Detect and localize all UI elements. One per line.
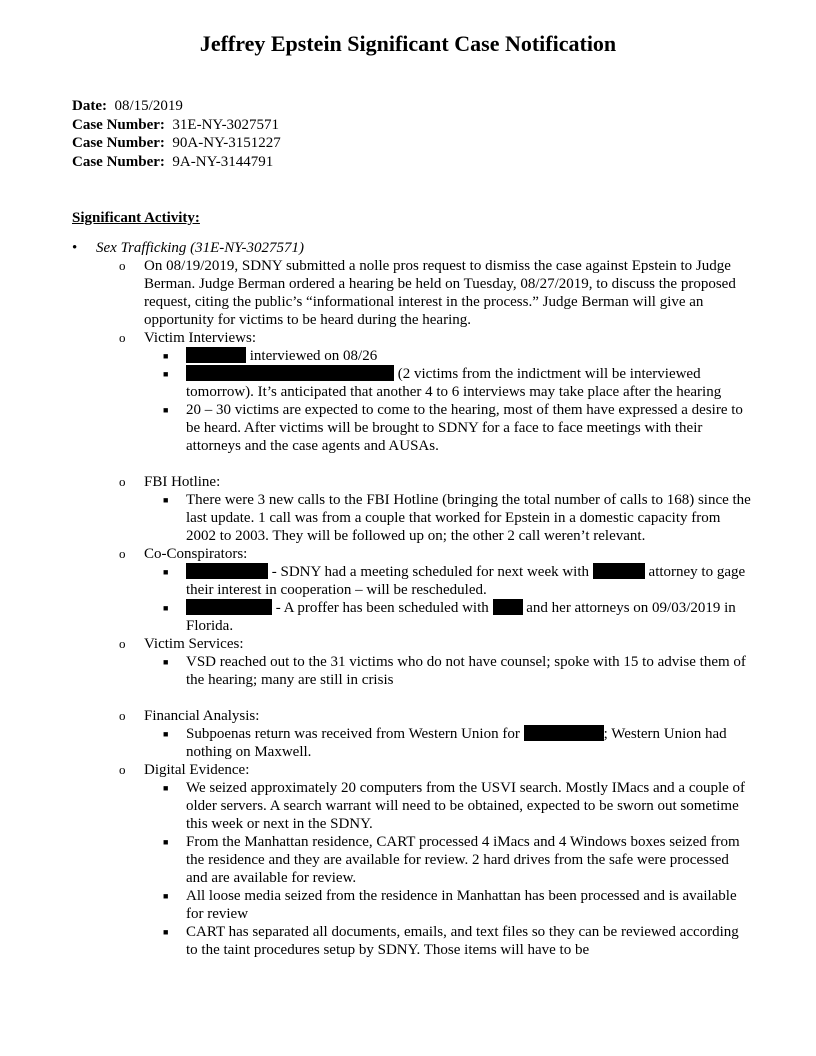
- redaction-block: [593, 563, 645, 579]
- bullet-circle-icon: o: [119, 708, 126, 723]
- sex-trafficking-heading: Sex Trafficking (31E-NY-3027571): [96, 240, 305, 256]
- victim-interviews-label-item: [72, 329, 752, 347]
- victim-services-label: Victim Services:: [144, 636, 244, 652]
- digital-evidence-text: We seized approximately 20 computers from the USVI search. Mostly IMacs and a couple of older servers. A search warrant will need to be obtained, expected to be sworn out sometime this week or next in the SDNY.: [186, 780, 746, 832]
- meta-value: 9A-NY-3144791: [172, 153, 274, 170]
- bullet-circle-icon: o: [119, 258, 126, 273]
- fbi-hotline-label-item: [72, 473, 752, 491]
- meta-value: 08/15/2019: [114, 98, 183, 114]
- list-item: [72, 365, 752, 401]
- bullet-square-icon: ■: [163, 603, 169, 613]
- list-item: [72, 887, 752, 923]
- co-conspirator-text: and her attorneys on 09/03/2019 in Florida.: [186, 600, 736, 634]
- digital-evidence-text: From the Manhattan residence, CART processed 4 iMacs and 4 Windows boxes seized from the residence and they are available for review. 2 hard drives from the safe were processed and are available for review.: [186, 834, 740, 886]
- co-conspirator-text: attorney to gage their interest in cooperation – will be rescheduled.: [186, 564, 746, 598]
- digital-evidence-text: All loose media seized from the residence in Manhattan has been processed and is available for review: [186, 888, 737, 922]
- spacer: [72, 689, 752, 707]
- victim-interview-text: 20 – 30 victims are expected to come to the hearing, most of them have expressed a desire to be heard. After victims will be brought to SDNY for a face to face meetings with their attorneys and the case agents and AUSAs.: [186, 402, 743, 454]
- sex-trafficking-item: [72, 239, 752, 257]
- case-number-line: [72, 153, 281, 172]
- financial-analysis-text: ; Western Union had nothing on Maxwell.: [186, 726, 727, 760]
- meta-label: Case Number:: [72, 153, 165, 170]
- spacer: [72, 455, 752, 473]
- bullet-circle-icon: o: [119, 546, 126, 561]
- co-conspirators-label: Co-Conspirators:: [144, 546, 248, 562]
- bullet-square-icon: ■: [163, 351, 169, 361]
- bullet-square-icon: ■: [163, 495, 169, 505]
- redaction-block: [186, 347, 246, 363]
- bullet-circle-icon: o: [119, 330, 126, 345]
- date-line: [72, 97, 281, 116]
- bullet-square-icon: ■: [163, 837, 169, 847]
- digital-evidence-label: Digital Evidence:: [144, 762, 250, 778]
- activity-list: [72, 239, 752, 959]
- financial-analysis-label: Financial Analysis:: [144, 708, 260, 724]
- victim-services-text: VSD reached out to the 31 victims who do not have counsel; spoke with 15 to advise them of the hearing; many are still in crisis: [186, 654, 746, 688]
- bullet-circle-icon: o: [119, 474, 126, 489]
- list-item: [72, 599, 752, 635]
- bullet-square-icon: ■: [163, 567, 169, 577]
- list-item: [72, 833, 752, 887]
- financial-analysis-label-item: [72, 707, 752, 725]
- case-number-line: [72, 116, 281, 135]
- redaction-block: [524, 725, 604, 741]
- bullet-square-icon: ■: [163, 729, 169, 739]
- list-item: [72, 257, 752, 329]
- case-meta: [72, 97, 281, 171]
- victim-interview-text: interviewed on 08/26: [249, 348, 378, 364]
- fbi-hotline-text: There were 3 new calls to the FBI Hotline (bringing the total number of calls to 168) since the last update. 1 call was from a couple that worked for Epstein in a domestic capacity from 2002 to 2003. They will be followed up on; the other 2 call weren’t relevant.: [186, 492, 751, 544]
- list-item: [72, 563, 752, 599]
- bullet-square-icon: ■: [163, 405, 169, 415]
- victim-interview-text: (2 victims from the indictment will be interviewed tomorrow). It’s anticipated that another 4 to 6 interviews may take place after the hearing: [186, 366, 722, 400]
- bullet-square-icon: ■: [163, 891, 169, 901]
- bullet-circle-icon: o: [119, 636, 126, 651]
- redaction-block: [186, 365, 394, 381]
- meta-value: 90A-NY-3151227: [172, 135, 281, 151]
- bullet-dot-icon: •: [72, 240, 78, 256]
- bullet-square-icon: ■: [163, 783, 169, 793]
- bullet-square-icon: ■: [163, 369, 169, 379]
- meta-label: Case Number:: [72, 135, 165, 151]
- meta-label: Case Number:: [72, 116, 165, 133]
- meta-label: Date:: [72, 98, 107, 114]
- redaction-block: [186, 563, 268, 579]
- list-item: [72, 491, 752, 545]
- list-item: [72, 725, 752, 761]
- co-conspirators-label-item: [72, 545, 752, 563]
- list-item: [72, 347, 752, 365]
- meta-value: 31E-NY-3027571: [172, 116, 280, 133]
- victim-interviews-label: Victim Interviews:: [144, 330, 256, 346]
- case-number-line: [72, 134, 281, 153]
- digital-evidence-label-item: [72, 761, 752, 779]
- section-heading: Significant Activity:: [72, 210, 200, 226]
- list-item: [72, 401, 752, 455]
- list-item: [72, 779, 752, 833]
- co-conspirator-text: - SDNY had a meeting scheduled for next week with: [271, 564, 590, 580]
- co-conspirator-text: - A proffer has been scheduled with: [275, 600, 489, 616]
- document-title: Jeffrey Epstein Significant Case Notification: [199, 31, 617, 56]
- financial-analysis-text: Subpoenas return was received from Western Union for: [186, 726, 520, 742]
- redaction-block: [186, 599, 272, 615]
- bullet-circle-icon: o: [119, 762, 126, 777]
- bullet-square-icon: ■: [163, 657, 169, 667]
- fbi-hotline-label: FBI Hotline:: [144, 474, 221, 490]
- nolle-pros-text: On 08/19/2019, SDNY submitted a nolle pros request to dismiss the case against Epstein to Judge Berman. Judge Berman ordered a hearing be held on Tuesday, 08/27/2019, to discuss the proposed request, citing the public’s “informational interest in the process.” Judge Berman will give an opportunity for victims to be heard during the hearing.: [144, 258, 736, 328]
- bullet-square-icon: ■: [163, 927, 169, 937]
- digital-evidence-text: CART has separated all documents, emails, and text files so they can be reviewed according to the taint procedures setup by SDNY. Those items will have to be: [186, 924, 739, 958]
- redaction-block: [493, 599, 523, 615]
- list-item: [72, 923, 752, 959]
- list-item: [72, 653, 752, 689]
- victim-services-label-item: [72, 635, 752, 653]
